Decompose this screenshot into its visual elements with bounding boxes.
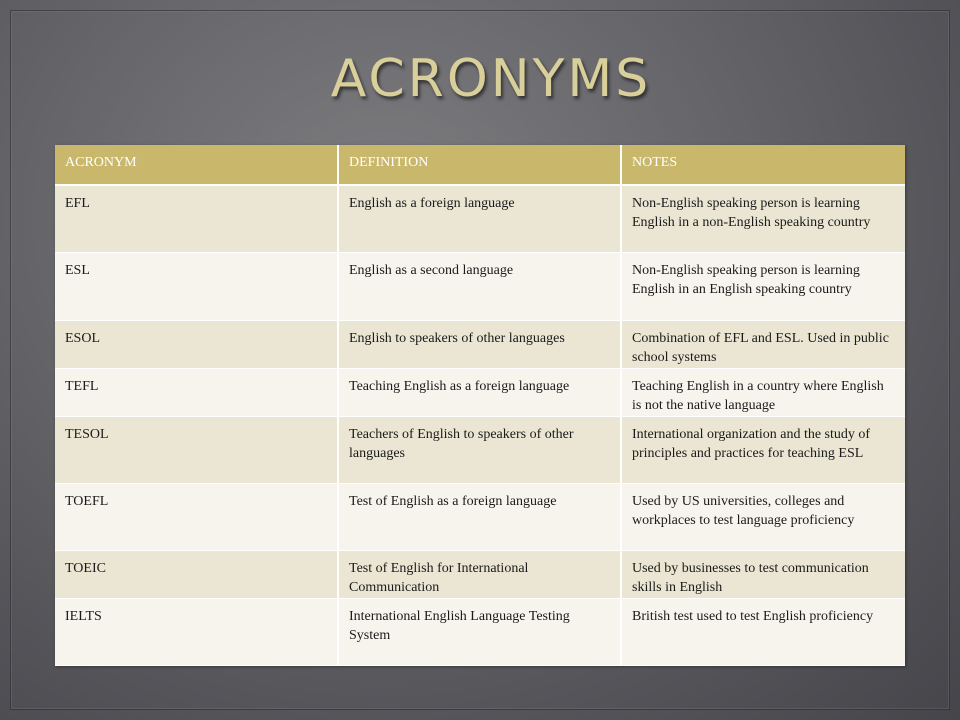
- table-row: [55, 483, 905, 550]
- cell-acronym: TEFL: [55, 368, 338, 416]
- slide-title: ACRONYMS: [330, 49, 652, 109]
- cell-definition: Test of English as a foreign language: [338, 483, 621, 550]
- acronyms-table: [55, 145, 905, 666]
- table-row: [55, 416, 905, 483]
- table-row: [55, 252, 905, 320]
- cell-acronym: TESOL: [55, 416, 338, 483]
- cell-definition: Teachers of English to speakers of other languages: [338, 416, 621, 483]
- cell-definition: English as a foreign language: [338, 185, 621, 252]
- acronyms-table-container: [55, 145, 905, 666]
- cell-definition: International English Language Testing System: [338, 598, 621, 665]
- cell-acronym: ESOL: [55, 320, 338, 368]
- table-row: [55, 320, 905, 368]
- header-definition: DEFINITION: [338, 145, 621, 185]
- table-row: [55, 598, 905, 665]
- cell-definition: English as a second language: [338, 252, 621, 320]
- cell-acronym: EFL: [55, 185, 338, 252]
- cell-notes: British test used to test English proficiency: [621, 598, 905, 665]
- cell-definition: English to speakers of other languages: [338, 320, 621, 368]
- cell-notes: International organization and the study of principles and practices for teaching ESL: [621, 416, 905, 483]
- cell-acronym: IELTS: [55, 598, 338, 665]
- cell-notes: Used by businesses to test communication skills in English: [621, 550, 905, 598]
- cell-acronym: TOEIC: [55, 550, 338, 598]
- cell-acronym: TOEFL: [55, 483, 338, 550]
- cell-notes: Teaching English in a country where English is not the native language: [621, 368, 905, 416]
- header-notes: NOTES: [621, 145, 905, 185]
- table-row: [55, 368, 905, 416]
- table-row: [55, 550, 905, 598]
- cell-notes: Combination of EFL and ESL. Used in public school systems: [621, 320, 905, 368]
- cell-acronym: ESL: [55, 252, 338, 320]
- cell-notes: Used by US universities, colleges and workplaces to test language proficiency: [621, 483, 905, 550]
- cell-definition: Teaching English as a foreign language: [338, 368, 621, 416]
- cell-definition: Test of English for International Communication: [338, 550, 621, 598]
- cell-notes: Non-English speaking person is learning English in a non-English speaking country: [621, 185, 905, 252]
- header-acronym: ACRONYM: [55, 145, 338, 185]
- table-header-row: [55, 145, 905, 185]
- cell-notes: Non-English speaking person is learning English in an English speaking country: [621, 252, 905, 320]
- table-row: [55, 185, 905, 252]
